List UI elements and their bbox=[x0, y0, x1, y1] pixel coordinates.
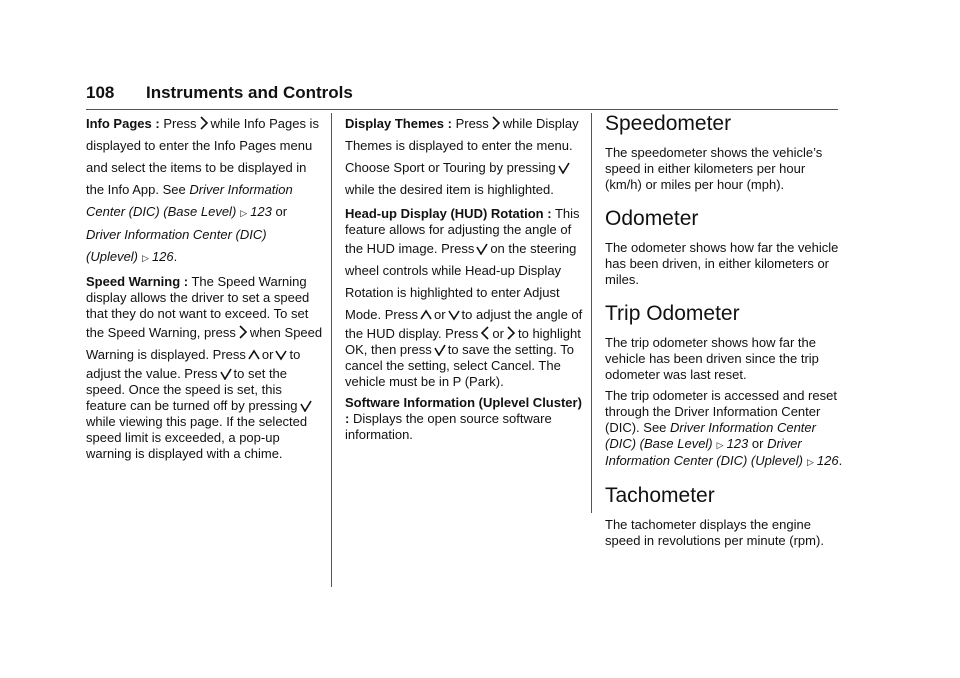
info-pages-label: Info Pages : bbox=[86, 116, 160, 131]
chevron-down-icon bbox=[448, 309, 460, 321]
checkmark-icon bbox=[558, 162, 570, 174]
text: to highlight OK, then press bbox=[345, 326, 581, 357]
software-info-label: Software Information (Uplevel Cluster) : bbox=[345, 395, 582, 426]
text: The Speed Warning display allows the driver to set a speed that they do not want to exceed. To set the Speed Warning, press bbox=[86, 274, 310, 340]
chevron-right-icon bbox=[491, 116, 501, 130]
heading-trip-odometer: Trip Odometer bbox=[605, 302, 740, 325]
column-left bbox=[86, 113, 324, 467]
checkmark-icon bbox=[434, 344, 446, 356]
page-number: 108 bbox=[86, 83, 115, 102]
column-middle bbox=[345, 113, 583, 448]
chevron-right-icon bbox=[506, 326, 516, 340]
link-dic-uplevel[interactable]: Driver Information Center (DIC) (Uplevel) bbox=[86, 227, 267, 264]
chevron-right-icon bbox=[238, 325, 248, 339]
link-dic-base[interactable]: Driver Information Center (DIC) (Base Level) bbox=[605, 420, 816, 451]
checkmark-icon bbox=[300, 400, 312, 412]
info-pages-paragraph bbox=[86, 113, 324, 269]
page-ref-123[interactable]: 123 bbox=[726, 436, 749, 451]
heading-odometer: Odometer bbox=[605, 207, 699, 230]
heading-speedometer: Speedometer bbox=[605, 112, 732, 135]
page-header bbox=[86, 83, 838, 110]
software-info-paragraph bbox=[345, 395, 583, 443]
text: Press bbox=[455, 116, 489, 131]
text: on the steering wheel controls while Head-up Display Rotation is highlighted to enter Adjust Mode. Press bbox=[345, 241, 577, 322]
trip-odometer-body-1: The trip odometer shows how far the vehicle has been driven since the trip odometer was last reset. bbox=[605, 335, 819, 382]
page-reference-arrow-icon: ▷ bbox=[806, 457, 814, 467]
text: while the desired item is highlighted. bbox=[345, 182, 554, 197]
chevron-down-icon bbox=[275, 349, 287, 361]
chevron-up-icon bbox=[248, 349, 260, 361]
text: or bbox=[275, 204, 288, 219]
display-themes-paragraph bbox=[345, 113, 583, 201]
text: or bbox=[751, 436, 764, 451]
speed-warning-paragraph bbox=[86, 274, 324, 462]
checkmark-icon bbox=[220, 368, 232, 380]
column-divider bbox=[591, 113, 592, 513]
text: The trip odometer is accessed and reset through the Driver Information Center (DIC). See bbox=[605, 388, 837, 435]
page-ref-123[interactable]: 123 bbox=[250, 204, 272, 219]
text: Displays the open source software information. bbox=[345, 411, 552, 442]
text: This feature allows for adjusting the angle of the HUD image. Press bbox=[345, 206, 580, 256]
checkmark-icon bbox=[476, 243, 488, 255]
tachometer-body: The tachometer displays the engine speed in revolutions per minute (rpm). bbox=[605, 517, 824, 548]
text: or bbox=[261, 347, 274, 362]
text: . bbox=[838, 453, 843, 468]
chevron-right-icon bbox=[199, 116, 209, 130]
speedometer-body: The speedometer shows the vehicle’s speed in either kilometers per hour (km/h) or miles per hour (mph). bbox=[605, 145, 823, 192]
heading-tachometer: Tachometer bbox=[605, 484, 715, 507]
text: to adjust the angle of the HUD display. Press bbox=[345, 307, 583, 341]
text: or bbox=[492, 326, 504, 341]
chevron-up-icon bbox=[420, 309, 432, 321]
odometer-body: The odometer shows how far the vehicle has been driven, in either kilometers or miles. bbox=[605, 240, 839, 287]
page-reference-arrow-icon: ▷ bbox=[716, 440, 724, 450]
text: while Display Themes is displayed to enter the menu. Choose Sport or Touring by pressing bbox=[345, 116, 579, 175]
link-dic-uplevel[interactable]: Driver Information Center (DIC) (Uplevel) bbox=[605, 436, 803, 468]
text: while viewing this page. If the selected speed limit is exceeded, a pop-up warning is displayed with a chime. bbox=[86, 414, 308, 461]
chevron-left-icon bbox=[480, 326, 490, 340]
page-ref-126[interactable]: 126 bbox=[151, 249, 174, 264]
hud-rotation-paragraph bbox=[345, 206, 583, 390]
text: Press bbox=[163, 116, 197, 131]
text: or bbox=[433, 307, 446, 322]
text: to set the speed. Once the speed is set, this feature can be turned off by pressing bbox=[86, 366, 298, 413]
page-reference-arrow-icon: ▷ bbox=[142, 253, 149, 263]
text: to adjust the value. Press bbox=[86, 347, 301, 381]
column-right bbox=[605, 113, 845, 554]
page-reference-arrow-icon: ▷ bbox=[240, 208, 248, 218]
text: when Speed Warning is displayed. Press bbox=[86, 325, 323, 362]
chapter-title: Instruments and Controls bbox=[146, 83, 353, 102]
page-ref-126[interactable]: 126 bbox=[816, 453, 839, 468]
column-divider bbox=[331, 113, 332, 587]
text: while Info Pages is displayed to enter the Info Pages menu and select the items to be displayed in the Info App. See bbox=[86, 116, 319, 197]
display-themes-label: Display Themes : bbox=[345, 116, 452, 131]
speed-warning-label: Speed Warning : bbox=[86, 274, 189, 289]
trip-odometer-body-2 bbox=[605, 388, 845, 470]
hud-rotation-label: Head-up Display (HUD) Rotation : bbox=[345, 206, 552, 221]
text: to save the setting. To cancel the setting, select Cancel. The vehicle must be in P (Park). bbox=[345, 342, 574, 389]
text: . bbox=[173, 249, 178, 264]
link-dic-base[interactable]: Driver Information Center (DIC) (Base Level) bbox=[86, 182, 293, 219]
